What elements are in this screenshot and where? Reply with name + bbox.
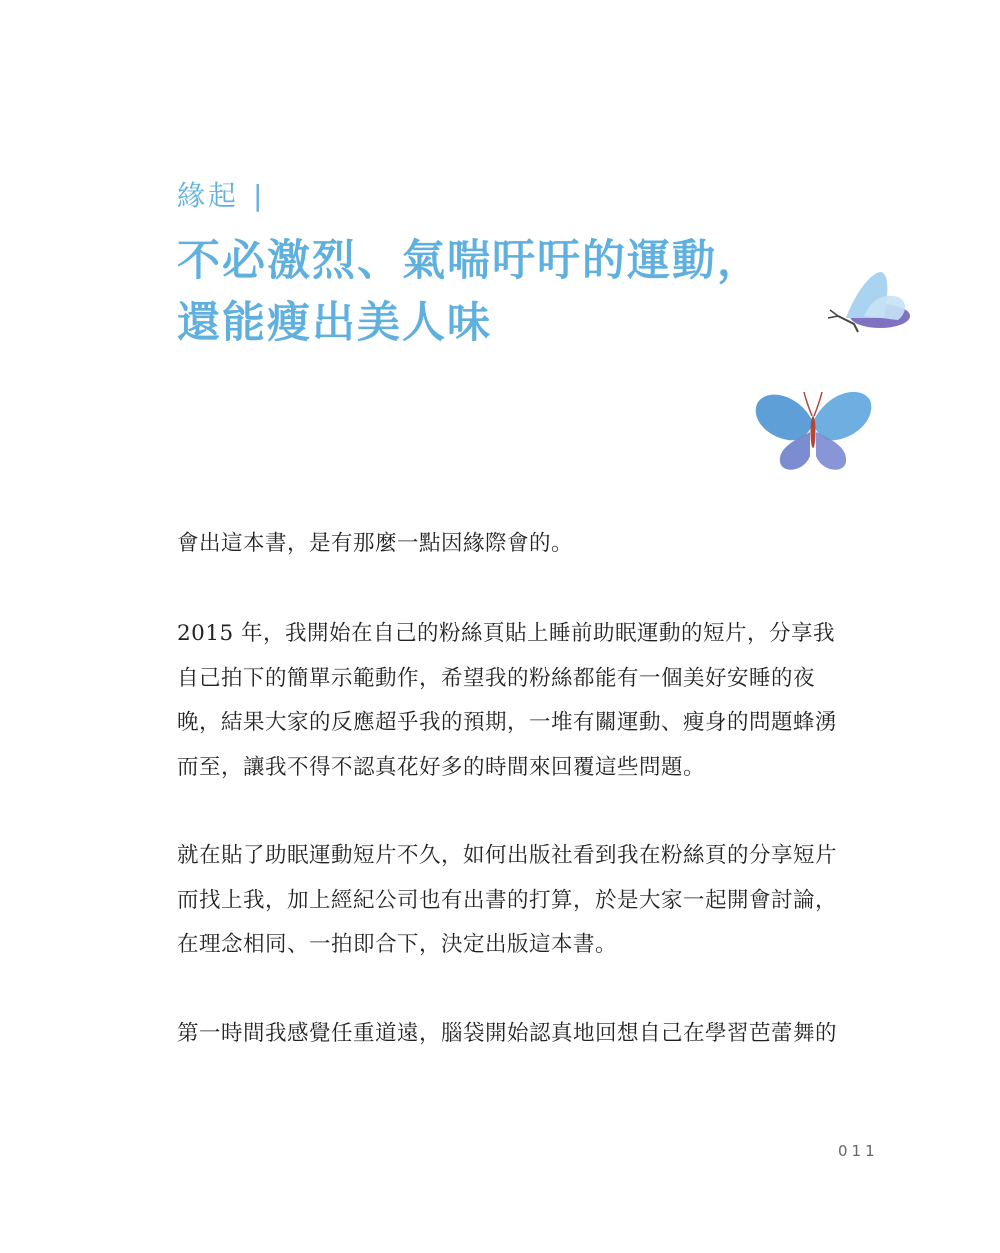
paragraph-1 <box>177 522 877 567</box>
chapter-title <box>177 230 762 354</box>
paragraph-line: 晚，結果大家的反應超乎我的預期，一堆有關運動、瘦身的問題蜂湧 <box>177 710 838 735</box>
chapter-kicker <box>177 176 265 216</box>
title-line-2: 還能瘦出美人味 <box>177 298 492 348</box>
paragraph-line: 而找上我，加上經紀公司也有出書的打算，於是大家一起開會討論， <box>177 887 838 913</box>
kicker-label: 緣起 <box>177 179 240 212</box>
paragraph-line: 自己拍下的簡單示範動作，希望我的粉絲都能有一個美好安睡的夜 <box>177 665 816 691</box>
kicker-bar: | <box>253 179 266 212</box>
page-number: 011 <box>838 1142 879 1160</box>
paragraph-line: 在理念相同、一拍即合下，決定出版這本書。 <box>177 932 618 957</box>
paragraph-line: 第一時間我感覺任重道遠，腦袋開始認真地回想自己在學習芭蕾舞的 <box>177 1021 838 1046</box>
paragraph-line: 就在貼了助眠運動短片不久，如何出版社看到我在粉絲頁的分享短片 <box>177 843 838 868</box>
paragraph-line: 而至，讓我不得不認真花好多的時間來回覆這些問題。 <box>177 754 706 780</box>
title-line-1: 不必激烈、氣喘吁吁的運動， <box>177 236 762 286</box>
paragraph-2 <box>177 612 877 790</box>
paragraph-line: 會出這本書，是有那麼一點因緣際會的。 <box>177 531 574 556</box>
paragraph-4 <box>177 1012 877 1057</box>
paragraph-3 <box>177 834 877 968</box>
butterfly-icon-large <box>748 380 878 480</box>
butterfly-icon-small <box>824 266 916 346</box>
paragraph-line: 2015 年，我開始在自己的粉絲頁貼上睡前助眠運動的短片，分享我 <box>177 621 836 646</box>
